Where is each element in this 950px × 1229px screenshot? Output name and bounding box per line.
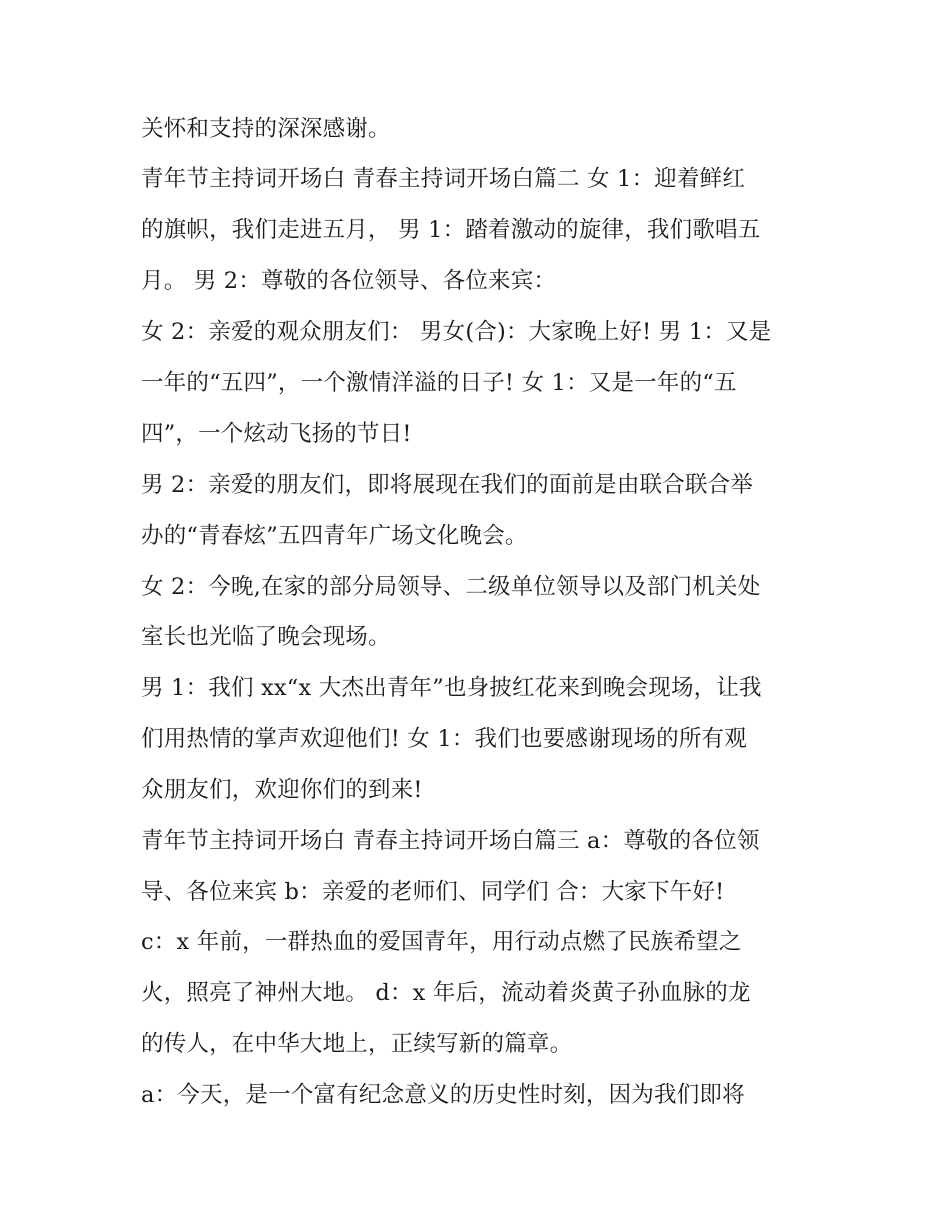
text-line: 办的“青春炫”五四青年广场文化晚会。 bbox=[141, 523, 528, 549]
text-line: 关怀和支持的深深感谢。 bbox=[141, 116, 391, 142]
text-line: 男 2：亲爱的朋友们，即将展现在我们的面前是由联合联合举 bbox=[141, 472, 754, 498]
text-line: 的旗帜，我们走进五月， 男 1：踏着激动的旋律，我们歌唱五 bbox=[141, 217, 761, 243]
text-line: 男 1：我们 xx“x 大杰出青年”也身披红花来到晚会现场，让我 bbox=[141, 675, 762, 701]
text-line: 众朋友们，欢迎你们的到来! bbox=[141, 777, 423, 803]
text-line: 月。 男 2：尊敬的各位领导、各位来宾： bbox=[141, 268, 557, 294]
text-line: 女 2：亲爱的观众朋友们： 男女(合)：大家晚上好! 男 1：又是 bbox=[141, 319, 772, 345]
text-line: a：今天，是一个富有纪念意义的历史性时刻，因为我们即将 bbox=[141, 1082, 745, 1108]
text-line: 室长也光临了晚会现场。 bbox=[141, 624, 391, 650]
text-line: c：x 年前，一群热血的爱国青年，用行动点燃了民族希望之 bbox=[141, 929, 742, 955]
text-line: 导、各位来宾 b：亲爱的老师们、同学们 合：大家下午好! bbox=[141, 879, 725, 905]
text-line: 青年节主持词开场白 青春主持词开场白篇三 a：尊敬的各位领 bbox=[141, 828, 760, 854]
text-line: 女 2：今晚,在家的部分局领导、二级单位领导以及部门机关处 bbox=[141, 574, 761, 600]
text-line: 们用热情的掌声欢迎他们! 女 1：我们也要感谢现场的所有观 bbox=[141, 726, 747, 752]
text-line: 一年的“五四”，一个激情洋溢的日子! 女 1：又是一年的“五 bbox=[141, 370, 737, 396]
text-line: 青年节主持词开场白 青春主持词开场白篇二 女 1：迎着鲜红 bbox=[141, 166, 746, 192]
text-line: 火，照亮了神州大地。 d：x 年后，流动着炎黄子孙血脉的龙 bbox=[141, 980, 751, 1006]
text-line: 的传人，在中华大地上，正续写新的篇章。 bbox=[141, 1031, 573, 1057]
text-line: 四”，一个炫动飞扬的节日! bbox=[141, 421, 412, 447]
